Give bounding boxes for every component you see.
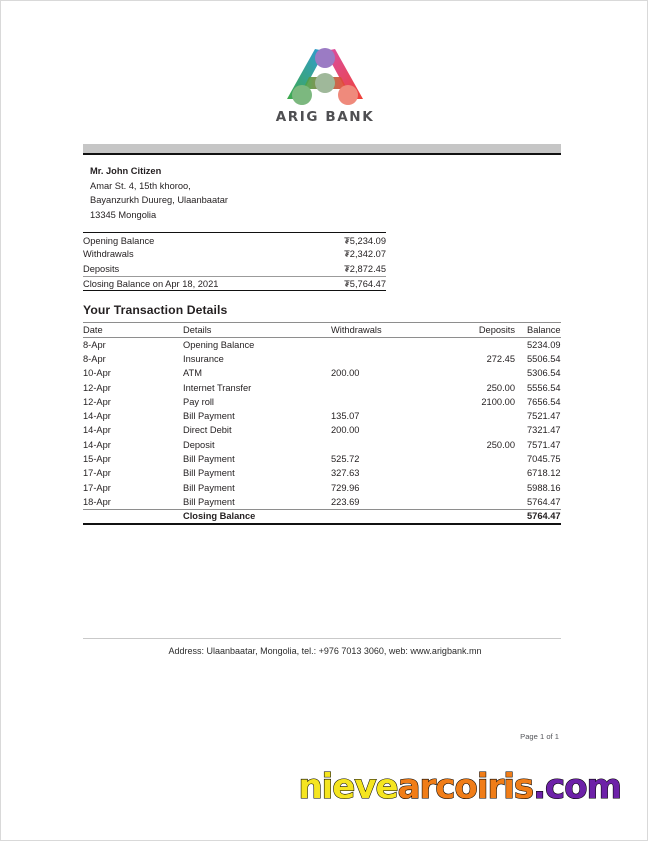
header-banner: [83, 144, 561, 155]
cell-date: 8-Apr: [83, 339, 106, 350]
cell-date: 17-Apr: [83, 468, 111, 479]
transactions-closing-row: [83, 509, 561, 524]
cell-deposits: 250.00: [486, 382, 515, 393]
summary-amount: ₮5,234.09: [314, 233, 386, 248]
cell-balance: 7521.47: [527, 411, 561, 422]
cell-date: 10-Apr: [83, 368, 111, 379]
summary-row: [83, 233, 386, 248]
summary-closing-row: [83, 276, 386, 291]
cell-withdrawals: [331, 352, 443, 366]
cell-date: 17-Apr: [83, 482, 111, 493]
cell-withdrawals: [331, 380, 443, 394]
cell-details: Direct Debit: [183, 425, 232, 436]
bank-logo-block: [1, 45, 648, 125]
summary-label: Opening Balance: [83, 233, 314, 248]
cell-withdrawals: 200.00: [331, 425, 360, 436]
closing-cell-date: [83, 509, 183, 524]
cell-date: 14-Apr: [83, 439, 111, 450]
cell-deposits: [443, 409, 515, 423]
cell-deposits: [443, 423, 515, 437]
cell-balance: 7045.75: [527, 454, 561, 465]
summary-label: Withdrawals: [83, 249, 134, 260]
cell-withdrawals: 327.63: [331, 468, 360, 479]
cell-deposits: [443, 338, 515, 352]
balance-summary-body: [83, 233, 386, 291]
brand-name: ARIG BANK: [275, 109, 375, 125]
cell-balance: 5306.54: [527, 368, 561, 379]
balance-summary-table: [83, 232, 386, 291]
column-header-balance: Balance: [515, 323, 561, 338]
cell-date: 12-Apr: [83, 396, 111, 407]
summary-row: [83, 247, 386, 262]
cell-balance: 5506.54: [527, 353, 561, 364]
table-row: [83, 452, 561, 466]
closing-cell-withdrawals: [331, 509, 443, 524]
cell-balance: 5556.54: [527, 382, 561, 393]
cell-balance: 5234.09: [527, 339, 561, 350]
cell-balance: 7656.54: [527, 396, 561, 407]
table-row: [83, 480, 561, 494]
cell-details: Bill Payment: [183, 454, 235, 465]
watermark-part-1: nieve: [298, 767, 398, 807]
cell-withdrawals: 729.96: [331, 482, 360, 493]
cell-deposits: [443, 480, 515, 494]
cell-date: 15-Apr: [83, 454, 111, 465]
cell-details: Pay roll: [183, 396, 215, 407]
watermark-part-2: arcoiris: [397, 767, 534, 807]
column-header-deposits: Deposits: [443, 323, 515, 338]
cell-withdrawals: 525.72: [331, 454, 360, 465]
cell-balance: 7321.47: [527, 425, 561, 436]
page-number: Page 1 of 1: [520, 732, 559, 741]
cell-details: Internet Transfer: [183, 382, 252, 393]
cell-balance: 6718.12: [527, 468, 561, 479]
cell-withdrawals: 135.07: [331, 411, 360, 422]
summary-closing-label: Closing Balance on Apr 18, 2021: [83, 276, 314, 291]
column-header-withdrawals: Withdrawals: [331, 323, 443, 338]
transactions-header: [83, 323, 561, 338]
table-row: [83, 423, 561, 437]
cell-deposits: [443, 452, 515, 466]
watermark-part-3: .com: [533, 767, 621, 807]
recipient-address-block: [90, 164, 420, 222]
table-row: [83, 438, 561, 452]
cell-withdrawals: [331, 338, 443, 352]
transactions-body: [83, 338, 561, 525]
cell-balance: 5988.16: [527, 482, 561, 493]
transactions-title: Your Transaction Details: [83, 303, 228, 317]
transactions-table: [83, 322, 561, 525]
cell-withdrawals: [331, 395, 443, 409]
cell-deposits: 272.45: [486, 353, 515, 364]
cell-deposits: [443, 366, 515, 380]
table-row: [83, 366, 561, 380]
cell-details: Bill Payment: [183, 496, 235, 507]
cell-withdrawals: [331, 438, 443, 452]
cell-date: 12-Apr: [83, 382, 111, 393]
cell-deposits: [443, 466, 515, 480]
table-row: [83, 352, 561, 366]
column-header-details: Details: [183, 323, 331, 338]
closing-cell-details: Closing Balance: [183, 509, 331, 524]
transactions-header-row: [83, 323, 561, 338]
footer-address: Address: Ulaanbaatar, Mongolia, tel.: +976 7013 3060, web: www.arigbank.mn: [168, 646, 482, 656]
cell-withdrawals: 200.00: [331, 368, 360, 379]
recipient-line-1: Amar St. 4, 15th khoroo,: [90, 180, 191, 191]
cell-details: Deposit: [183, 439, 215, 450]
table-row: [83, 338, 561, 352]
cell-details: Insurance: [183, 353, 224, 364]
summary-closing-amount: ₮5,764.47: [314, 276, 386, 291]
table-row: [83, 466, 561, 480]
table-row: [83, 395, 561, 409]
cell-deposits: 250.00: [486, 439, 515, 450]
cell-deposits: 2100.00: [481, 396, 515, 407]
table-row: [83, 380, 561, 394]
cell-date: 8-Apr: [83, 353, 106, 364]
cell-details: Bill Payment: [183, 468, 235, 479]
cell-details: Bill Payment: [183, 482, 235, 493]
cell-withdrawals: 223.69: [331, 496, 360, 507]
cell-details: Bill Payment: [183, 411, 235, 422]
table-row: [83, 409, 561, 423]
recipient-name: Mr. John Citizen: [90, 166, 162, 176]
arig-bank-logo-icon: [283, 45, 367, 107]
column-header-date: Date: [83, 323, 183, 338]
cell-balance: 5764.47: [527, 496, 561, 507]
recipient-line-2: Bayanzurkh Duureg, Ulaanbaatar: [90, 195, 228, 206]
cell-balance: 7571.47: [527, 439, 561, 450]
recipient-line-3: 13345 Mongolia: [90, 209, 157, 220]
table-row: [83, 495, 561, 509]
cell-date: 18-Apr: [83, 496, 111, 507]
closing-cell-balance: 5764.47: [515, 509, 561, 524]
cell-details: ATM: [183, 368, 202, 379]
summary-row: [83, 262, 386, 277]
summary-label: Deposits: [83, 263, 120, 274]
closing-cell-deposits: [443, 509, 515, 524]
site-watermark: [1, 767, 648, 807]
summary-amount: ₮2,872.45: [344, 263, 386, 274]
summary-amount: ₮2,342.07: [344, 249, 386, 260]
footer-divider: [83, 638, 561, 639]
cell-date: 14-Apr: [83, 411, 111, 422]
cell-deposits: [443, 495, 515, 509]
cell-details: Opening Balance: [183, 339, 255, 350]
cell-date: 14-Apr: [83, 425, 111, 436]
